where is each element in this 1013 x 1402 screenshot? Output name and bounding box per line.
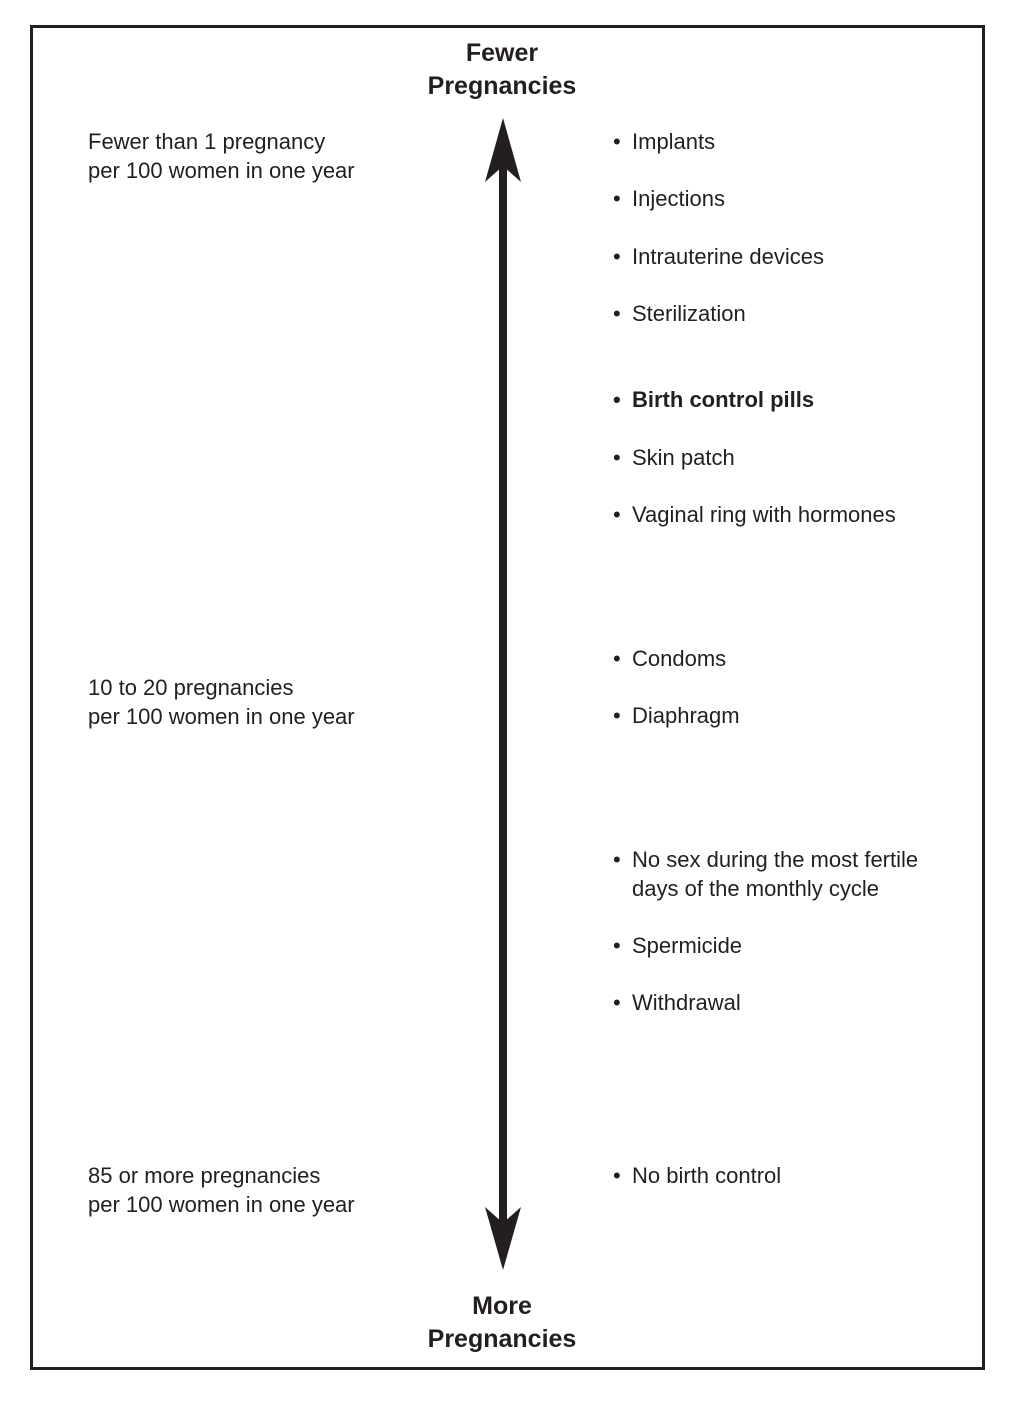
bullet-icon: • <box>613 990 621 1015</box>
bullet-icon: • <box>613 244 621 269</box>
method-no-birth-control <box>613 1161 781 1190</box>
bullet-icon: • <box>613 502 621 527</box>
method-label: Vaginal ring with hormones <box>632 502 896 527</box>
bullet-icon: • <box>613 703 621 728</box>
method-label: Condoms <box>632 646 727 671</box>
bullet-icon: • <box>613 646 621 671</box>
bullet-icon: • <box>613 301 621 326</box>
rate-label-10-to-20 <box>88 673 355 731</box>
rate-label-85-or-more <box>88 1161 355 1219</box>
method-label: Skin patch <box>632 445 735 470</box>
method-vaginal-ring <box>613 500 896 529</box>
bullet-icon: • <box>613 1163 621 1188</box>
method-skin-patch <box>613 443 735 472</box>
method-label-continued: days of the monthly cycle <box>632 876 880 901</box>
rate-label-line: per 100 women in one year <box>88 704 355 729</box>
rate-label-line: Fewer than 1 pregnancy <box>88 129 326 154</box>
method-intrauterine-devices <box>613 242 824 271</box>
method-label: Implants <box>632 129 716 154</box>
method-injections <box>613 184 725 213</box>
method-label: Birth control pills <box>632 387 815 412</box>
method-label: Sterilization <box>632 301 746 326</box>
rate-label-line: per 100 women in one year <box>88 1192 355 1217</box>
method-label: No sex during the most fertile <box>632 847 919 872</box>
bullet-icon: • <box>613 933 621 958</box>
method-label: Diaphragm <box>632 703 740 728</box>
method-label: No birth control <box>632 1163 782 1188</box>
top-axis-label-line-1: Fewer <box>465 39 539 67</box>
method-label: Injections <box>632 186 725 211</box>
method-birth-control-pills <box>613 385 814 414</box>
method-label: Withdrawal <box>632 990 741 1015</box>
method-label: Spermicide <box>632 933 743 958</box>
bullet-icon: • <box>613 387 621 412</box>
method-fertility-awareness <box>613 845 918 903</box>
rate-label-line: 10 to 20 pregnancies <box>88 675 294 700</box>
bullet-icon: • <box>613 129 621 154</box>
bottom-axis-label-line-1: More <box>472 1292 532 1320</box>
bullet-icon: • <box>613 445 621 470</box>
method-condoms <box>613 644 726 673</box>
bottom-axis-label-line-2: Pregnancies <box>427 1325 577 1353</box>
rate-label-fewer-than-1 <box>88 127 355 185</box>
top-axis-label-line-2: Pregnancies <box>427 72 577 100</box>
method-diaphragm <box>613 701 740 730</box>
rate-label-line: per 100 women in one year <box>88 158 355 183</box>
bullet-icon: • <box>613 186 621 211</box>
method-implants <box>613 127 715 156</box>
method-withdrawal <box>613 988 741 1017</box>
bullet-icon: • <box>613 847 621 872</box>
rate-label-line: 85 or more pregnancies <box>88 1163 321 1188</box>
method-sterilization <box>613 299 746 328</box>
method-spermicide <box>613 931 742 960</box>
method-label: Intrauterine devices <box>632 244 824 269</box>
